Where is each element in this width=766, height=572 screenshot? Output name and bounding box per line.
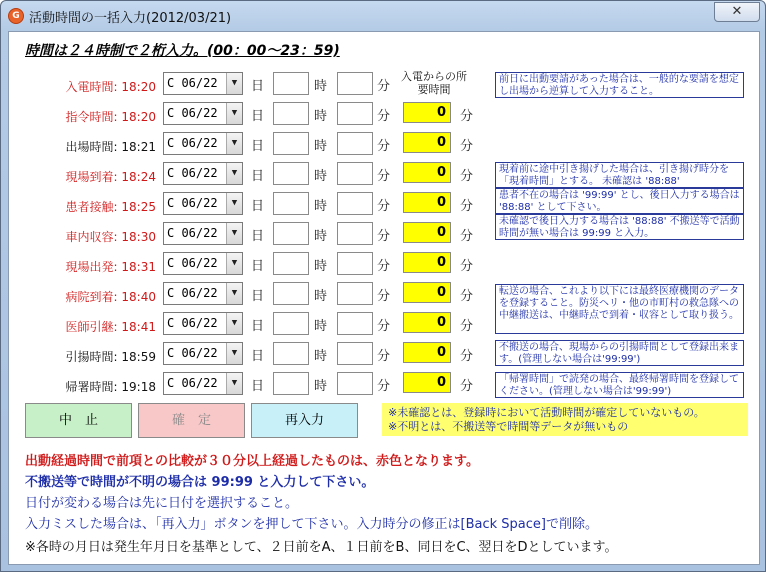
- date-select[interactable]: [163, 102, 243, 125]
- hour-input[interactable]: [273, 312, 309, 335]
- chevron-down-icon[interactable]: ▼: [226, 103, 242, 124]
- time-row: [9, 162, 509, 186]
- dialog-body: [8, 31, 760, 565]
- hour-unit-label: 時: [314, 199, 328, 214]
- chevron-down-icon[interactable]: ▼: [226, 343, 242, 364]
- chevron-down-icon[interactable]: ▼: [226, 73, 242, 94]
- app-icon: G: [8, 8, 24, 24]
- date-select[interactable]: [163, 72, 243, 95]
- elapsed-unit-label: 分: [460, 199, 474, 214]
- minute-unit-label: 分: [377, 259, 391, 274]
- note-return: 「帰署時間」で読発の場合、最終帰署時間を登録してください。(管理しない場合は'99:99'): [495, 372, 744, 398]
- note-unconfirmed: 未確認で後日入力する場合は '88:88' 不搬送等で活動時間が無い場合は 99:99 と入力。: [495, 214, 744, 240]
- elapsed-minutes-field: 0: [403, 312, 451, 333]
- time-row-label: 車内収容: 18:30: [65, 230, 156, 244]
- hour-input[interactable]: [273, 192, 309, 215]
- elapsed-unit-label: 分: [460, 259, 474, 274]
- time-row-label: 現場到着: 18:24: [65, 170, 156, 184]
- day-unit-label: 日: [251, 169, 265, 184]
- date-select[interactable]: [163, 282, 243, 305]
- chevron-down-icon[interactable]: ▼: [226, 283, 242, 304]
- minute-input[interactable]: [337, 102, 373, 125]
- input-instruction-heading: 時間は２４時制で２桁入力。(00：00～23：59): [25, 43, 340, 59]
- hour-input[interactable]: [273, 342, 309, 365]
- date-select[interactable]: [163, 342, 243, 365]
- confirm-button[interactable]: 確 定: [138, 403, 245, 438]
- time-row: [9, 282, 509, 306]
- hour-input[interactable]: [273, 252, 309, 275]
- elapsed-minutes-field: 0: [403, 222, 451, 243]
- date-select[interactable]: [163, 252, 243, 275]
- hour-input[interactable]: [273, 72, 309, 95]
- elapsed-time-header: 入電からの所要時間: [401, 70, 467, 96]
- chevron-down-icon[interactable]: ▼: [226, 133, 242, 154]
- day-unit-label: 日: [251, 79, 265, 94]
- minute-unit-label: 分: [377, 289, 391, 304]
- date-select-value: C 06/22: [167, 316, 218, 330]
- date-select-value: C 06/22: [167, 196, 218, 210]
- date-select[interactable]: [163, 162, 243, 185]
- hour-unit-label: 時: [314, 139, 328, 154]
- date-select-value: C 06/22: [167, 166, 218, 180]
- time-row-label: 帰署時間: 19:18: [65, 380, 156, 394]
- day-unit-label: 日: [251, 229, 265, 244]
- footer-reenter-info: 入力ミスした場合は、「再入力」ボタンを押して下さい。入力時分の修正は[Back Space]で削除。: [25, 517, 598, 532]
- elapsed-unit-label: 分: [460, 349, 474, 364]
- window-title: 活動時間の一括入力(2012/03/21): [29, 11, 232, 26]
- hour-input[interactable]: [273, 282, 309, 305]
- close-button[interactable]: ✕: [714, 2, 760, 22]
- time-row: [9, 132, 509, 156]
- elapsed-minutes-field: 0: [403, 102, 451, 123]
- time-row-label: 現場出発: 18:31: [65, 260, 156, 274]
- minute-unit-label: 分: [377, 379, 391, 394]
- time-row-label: 指令時間: 18:20: [65, 110, 156, 124]
- hour-unit-label: 時: [314, 79, 328, 94]
- time-row: [9, 372, 509, 396]
- minute-input[interactable]: [337, 342, 373, 365]
- date-select[interactable]: [163, 372, 243, 395]
- day-unit-label: 日: [251, 199, 265, 214]
- elapsed-unit-label: 分: [460, 379, 474, 394]
- date-select-value: C 06/22: [167, 106, 218, 120]
- hour-input[interactable]: [273, 132, 309, 155]
- minute-unit-label: 分: [377, 349, 391, 364]
- elapsed-minutes-field: 0: [403, 192, 451, 213]
- day-unit-label: 日: [251, 109, 265, 124]
- hour-unit-label: 時: [314, 379, 328, 394]
- hour-input[interactable]: [273, 162, 309, 185]
- date-select-value: C 06/22: [167, 286, 218, 300]
- chevron-down-icon[interactable]: ▼: [226, 373, 242, 394]
- chevron-down-icon[interactable]: ▼: [226, 223, 242, 244]
- minute-input[interactable]: [337, 192, 373, 215]
- elapsed-unit-label: 分: [460, 109, 474, 124]
- minute-unit-label: 分: [377, 79, 391, 94]
- elapsed-minutes-field: 0: [403, 282, 451, 303]
- note-withdrawal: 不搬送の場合、現場からの引揚時間として登録出来ます。(管理しない場合は'99:99'): [495, 340, 744, 366]
- note-previous-day: 前日に出動要請があった場合は、一般的な要請を想定し出場から逆算して入力すること。: [495, 72, 744, 98]
- elapsed-unit-label: 分: [460, 169, 474, 184]
- elapsed-unit-label: 分: [460, 289, 474, 304]
- hour-unit-label: 時: [314, 169, 328, 184]
- hour-unit-label: 時: [314, 289, 328, 304]
- note-patient-contact: 患者不在の場合は '99:99' とし、後日入力する場合は '88:88' として下さい。: [495, 188, 744, 214]
- minute-input[interactable]: [337, 312, 373, 335]
- day-unit-label: 日: [251, 319, 265, 334]
- minute-input[interactable]: [337, 372, 373, 395]
- footer-date-change: 日付が変わる場合は先に日付を選択すること。: [25, 496, 299, 511]
- time-row: [9, 192, 509, 216]
- time-row-label: 患者接触: 18:25: [65, 200, 156, 214]
- minute-unit-label: 分: [377, 169, 391, 184]
- legend-unconfirmed: ※未確認とは、登録時において活動時間が確定していないもの。: [388, 406, 705, 419]
- footer-date-codes: ※各時の月日は発生年月日を基準として、２日前をA、１日前をB、同日をC、翌日をDとしています。: [25, 540, 618, 555]
- date-select[interactable]: [163, 312, 243, 335]
- note-transfer: 転送の場合、これより以下には最終医療機関のデータを登録すること。防災ヘリ・他の市町村の救急隊への中継搬送は、中継時点で到着・収容として取り扱う。: [495, 284, 744, 334]
- hour-input[interactable]: [273, 102, 309, 125]
- elapsed-unit-label: 分: [460, 229, 474, 244]
- minute-input[interactable]: [337, 162, 373, 185]
- day-unit-label: 日: [251, 139, 265, 154]
- time-row: [9, 312, 509, 336]
- date-select-value: C 06/22: [167, 226, 218, 240]
- date-select[interactable]: [163, 222, 243, 245]
- elapsed-minutes-field: 0: [403, 132, 451, 153]
- date-select-value: C 06/22: [167, 76, 218, 90]
- hour-input[interactable]: [273, 222, 309, 245]
- chevron-down-icon[interactable]: ▼: [226, 193, 242, 214]
- day-unit-label: 日: [251, 289, 265, 304]
- minute-input[interactable]: [337, 72, 373, 95]
- time-row: [9, 102, 509, 126]
- date-select-value: C 06/22: [167, 346, 218, 360]
- date-select-value: C 06/22: [167, 136, 218, 150]
- legend-unknown: ※不明とは、不搬送等で時間等データが無いもの: [388, 420, 629, 433]
- chevron-down-icon[interactable]: ▼: [226, 313, 242, 334]
- time-row: [9, 342, 509, 366]
- time-row: [9, 252, 509, 276]
- minute-unit-label: 分: [377, 139, 391, 154]
- time-row: [9, 222, 509, 246]
- elapsed-unit-label: 分: [460, 319, 474, 334]
- hour-unit-label: 時: [314, 259, 328, 274]
- elapsed-minutes-field: 0: [403, 162, 451, 183]
- cancel-button[interactable]: 中 止: [25, 403, 132, 438]
- date-select-value: C 06/22: [167, 256, 218, 270]
- minute-unit-label: 分: [377, 229, 391, 244]
- title-bar[interactable]: [1, 1, 765, 29]
- time-row-label: 入電時間: 18:20: [65, 80, 156, 94]
- day-unit-label: 日: [251, 259, 265, 274]
- minute-unit-label: 分: [377, 199, 391, 214]
- legend-box: [382, 403, 748, 436]
- elapsed-minutes-field: 0: [403, 372, 451, 393]
- minute-input[interactable]: [337, 252, 373, 275]
- hour-input[interactable]: [273, 372, 309, 395]
- day-unit-label: 日: [251, 349, 265, 364]
- hour-unit-label: 時: [314, 109, 328, 124]
- footer-unknown-time: 不搬送等で時間が不明の場合は 99:99 と入力して下さい。: [25, 475, 375, 490]
- minute-input[interactable]: [337, 222, 373, 245]
- time-row-label: 医師引継: 18:41: [65, 320, 156, 334]
- note-arrival: 現着前に途中引き揚げした場合は、引き揚げ時分を「現着時間」とする。 未確認は '88:88': [495, 162, 744, 188]
- hour-unit-label: 時: [314, 229, 328, 244]
- date-select[interactable]: [163, 192, 243, 215]
- time-row: [9, 72, 509, 96]
- chevron-down-icon[interactable]: ▼: [226, 253, 242, 274]
- time-row-label: 引揚時間: 18:59: [65, 350, 156, 364]
- hour-unit-label: 時: [314, 349, 328, 364]
- time-row-label: 出場時間: 18:21: [65, 140, 156, 154]
- minute-unit-label: 分: [377, 109, 391, 124]
- chevron-down-icon[interactable]: ▼: [226, 163, 242, 184]
- date-select[interactable]: [163, 132, 243, 155]
- date-select-value: C 06/22: [167, 376, 218, 390]
- reenter-button[interactable]: 再入力: [251, 403, 358, 438]
- minute-input[interactable]: [337, 282, 373, 305]
- time-row-label: 病院到着: 18:40: [65, 290, 156, 304]
- elapsed-unit-label: 分: [460, 139, 474, 154]
- minute-unit-label: 分: [377, 319, 391, 334]
- elapsed-minutes-field: 0: [403, 342, 451, 363]
- hour-unit-label: 時: [314, 319, 328, 334]
- footer-warning-30min: 出動経過時間で前項との比較が３０分以上経過したものは、赤色となります。: [25, 454, 479, 469]
- minute-input[interactable]: [337, 132, 373, 155]
- elapsed-minutes-field: 0: [403, 252, 451, 273]
- day-unit-label: 日: [251, 379, 265, 394]
